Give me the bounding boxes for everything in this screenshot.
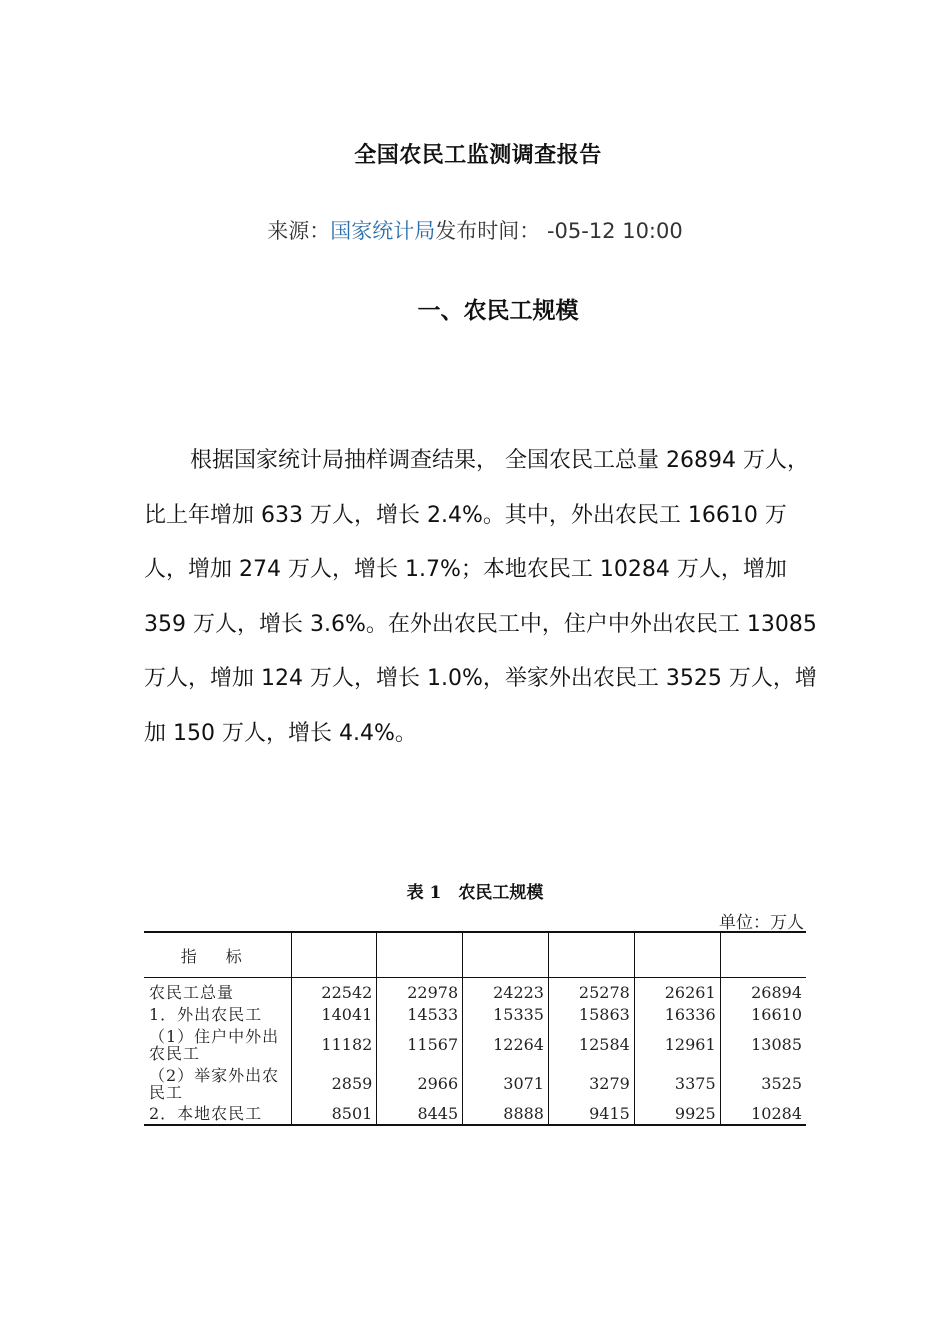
cell: 25278 [548, 978, 634, 1004]
cell: 26894 [720, 978, 806, 1004]
cell: 26261 [634, 978, 720, 1004]
header-col-3 [463, 932, 549, 978]
report-title: 全国农民工监测调查报告 [354, 143, 602, 168]
header-indicator: 指 标 [144, 932, 291, 978]
cell: 22978 [377, 978, 463, 1004]
table-row [144, 978, 806, 1004]
cell: 13085 [720, 1025, 806, 1065]
source-label: 来源： [267, 219, 331, 243]
cell: 8888 [463, 1103, 549, 1125]
cell: 8501 [291, 1103, 377, 1125]
cell: 22542 [291, 978, 377, 1004]
cell: 11567 [377, 1025, 463, 1065]
row-label: 1．外出农民工 [149, 1004, 263, 1024]
cell: 3071 [463, 1065, 549, 1103]
table-row [144, 1004, 806, 1025]
header-col-6 [720, 932, 806, 978]
header-col-5 [634, 932, 720, 978]
publish-label: 发布时间： [435, 219, 541, 243]
table-caption: 表 1 农民工规模 [406, 883, 544, 903]
cell: 2859 [291, 1065, 377, 1103]
cell: 3375 [634, 1065, 720, 1103]
cell: 16336 [634, 1004, 720, 1025]
section-title: 一、农民工规模 [417, 298, 579, 324]
cell: 16610 [720, 1004, 806, 1025]
header-col-4 [548, 932, 634, 978]
cell: 15335 [463, 1004, 549, 1025]
cell: 24223 [463, 978, 549, 1004]
cell: 12961 [634, 1025, 720, 1065]
cell: 10284 [720, 1103, 806, 1125]
row-label: 农民工总量 [149, 983, 235, 1003]
cell: 2966 [377, 1065, 463, 1103]
cell: 3525 [720, 1065, 806, 1103]
table-header-row [144, 932, 806, 978]
source-link[interactable]: 国家统计局 [330, 219, 436, 243]
cell: 9925 [634, 1103, 720, 1125]
body-paragraph: 根据国家统计局抽样调查结果， 全国农民工总量 26894 万人，比上年增加 633 万人，增长 2.4%。其中，外出农民工 16610 万人，增加 274 万人，增长 1.7%；本地农民工 10284 万人，增加 359 万人，增长 3.6%。在外出农民工中，住户中外出农民工 13085 万人，增加 124 万人，增长 1.0%，举家外出农民工 3525 万人，增加 150 万人，增长 4.4%。 [144, 448, 817, 746]
cell: 9415 [548, 1103, 634, 1125]
cell: 15863 [548, 1004, 634, 1025]
publish-time: -05-12 10:00 [540, 219, 683, 243]
header-col-1 [291, 932, 377, 978]
cell: 14041 [291, 1004, 377, 1025]
cell: 11182 [291, 1025, 377, 1065]
header-col-2 [377, 932, 463, 978]
cell: 14533 [377, 1004, 463, 1025]
row-label: （2）举家外出农民工 [149, 1065, 280, 1102]
data-table [144, 931, 806, 1126]
source-line [0, 215, 950, 245]
table-row [144, 1065, 806, 1103]
cell: 3279 [548, 1065, 634, 1103]
table-row [144, 1103, 806, 1125]
cell: 8445 [377, 1103, 463, 1125]
table-row [144, 1025, 806, 1065]
cell: 12584 [548, 1025, 634, 1065]
row-label: 2．本地农民工 [149, 1103, 263, 1123]
table-unit: 单位：万人 [719, 913, 804, 933]
cell: 12264 [463, 1025, 549, 1065]
row-label: （1）住户中外出农民工 [149, 1026, 280, 1063]
